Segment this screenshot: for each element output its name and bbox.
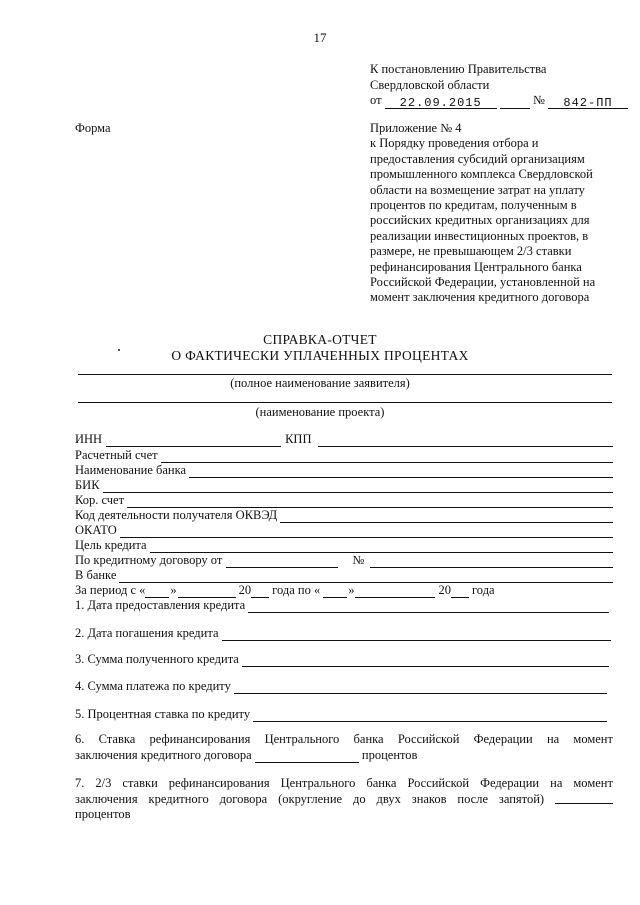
okved-label: Код деятельности получателя ОКВЭД [75, 508, 278, 522]
item-6 [75, 732, 613, 763]
appendix-line: к Порядку проведения отбора и [370, 136, 539, 151]
item-6-line-2 [75, 748, 613, 764]
period-row [75, 583, 498, 598]
item-6-word: банка [353, 732, 384, 746]
item-7-word: на [550, 776, 563, 790]
item-6-line-1 [75, 732, 613, 748]
item-6-word: Федерации [473, 732, 533, 746]
item-7-word: Федерации [480, 776, 540, 790]
bik-row [75, 478, 613, 493]
account-label: Расчетный счет [75, 448, 158, 462]
account-field[interactable] [161, 451, 613, 463]
appendix-line: области на возмещение затрат на уплату [370, 182, 585, 197]
document-subtitle: О ФАКТИЧЕСКИ УПЛАЧЕННЫХ ПРОЦЕНТАХ [171, 348, 469, 363]
account-row [75, 448, 613, 463]
item-6-word: Российской [397, 732, 460, 746]
period-to-year-field[interactable] [451, 586, 469, 598]
appendix-line: рефинансирования Центрального банка [370, 259, 582, 274]
decree-date-line [370, 93, 625, 109]
form-label: Форма [75, 121, 111, 135]
item-7-word: момент [573, 776, 613, 790]
applicant-caption: (полное наименование заявителя) [230, 376, 410, 390]
item-7-line-1 [75, 776, 613, 792]
item-7-word: запятой) [498, 791, 545, 806]
item-7-word: банка [366, 776, 397, 790]
bank-name-field[interactable] [189, 466, 613, 478]
contract-row [75, 553, 613, 568]
item-4-field[interactable] [234, 682, 607, 694]
corr-account-field[interactable] [127, 496, 613, 508]
item-5-label: 5. Процентная ставка по кредиту [75, 707, 251, 721]
bank-name-label: Наименование банка [75, 463, 187, 477]
item-6-word: 6. [75, 732, 85, 746]
item-6-rate-field[interactable] [255, 751, 359, 763]
okved-field[interactable] [280, 511, 613, 523]
inn-field[interactable] [106, 435, 281, 447]
contract-date-label: По кредитному договору от [75, 553, 223, 567]
okved-row [75, 508, 613, 523]
item-1-row [75, 598, 609, 613]
item-7-word: 7. [75, 776, 85, 790]
item-7-word: после [457, 791, 488, 806]
item-2-row [75, 626, 611, 641]
inn-label: ИНН [75, 432, 103, 446]
appendix-line: момент заключения кредитного договора [370, 290, 590, 305]
item-7-word: кредитного [148, 791, 209, 806]
contract-number-label: № [352, 553, 365, 567]
contract-number-field[interactable] [370, 556, 613, 568]
bik-field[interactable] [103, 481, 613, 493]
item-3-field[interactable] [242, 655, 609, 667]
project-caption: (наименование проекта) [255, 405, 385, 419]
item-7-word: заключения [75, 791, 138, 806]
item-7-word: договора [219, 791, 268, 806]
in-bank-label: В банке [75, 568, 117, 582]
item-7-word: до [353, 791, 366, 806]
item-4-row [75, 679, 607, 694]
date-prefix: от [370, 93, 382, 107]
item-1-field[interactable] [248, 601, 609, 613]
period-to-quote: » [348, 583, 355, 597]
inn-kpp-row [75, 432, 613, 447]
period-from-year-field[interactable] [251, 586, 269, 598]
item-2-field[interactable] [222, 629, 612, 641]
item-6-unit: процентов [361, 747, 418, 762]
item-7-word: двух [376, 791, 401, 806]
item-4-label: 4. Сумма платежа по кредиту [75, 679, 231, 693]
period-from-year-prefix: 20 [238, 583, 252, 597]
appendix-line: промышленного комплекса Свердловской [370, 167, 593, 182]
period-to-label: года по « [272, 583, 321, 597]
okato-row [75, 523, 613, 538]
appendix-line: предоставления субсидий организациям [370, 151, 585, 166]
item-6-word: на [546, 732, 560, 746]
purpose-field[interactable] [150, 541, 613, 553]
document-title: СПРАВКА-ОТЧЕТ [263, 332, 377, 347]
item-6-word: рефинансирования [149, 732, 251, 746]
appendix-line: размере, не превышающем 2/3 ставки [370, 244, 572, 259]
period-year-suffix: года [471, 583, 495, 597]
appendix-line: российских кредитных организациях для [370, 213, 590, 228]
appendix-line: Российской Федерации, установленной на [370, 275, 596, 290]
applicant-name-line[interactable] [78, 374, 612, 375]
contract-date-field[interactable] [226, 556, 338, 568]
purpose-row [75, 538, 613, 553]
appendix-block [370, 121, 625, 306]
item-7 [75, 776, 613, 823]
period-from-label: За период с « [75, 583, 146, 597]
appendix-line: Приложение № 4 [370, 121, 462, 135]
appendix-line: процентов по кредитам, полученным в [370, 198, 577, 213]
bik-label: БИК [75, 478, 100, 492]
item-7-word: знаков [411, 791, 447, 806]
item-7-word: (округление [278, 791, 343, 806]
item-6-text: заключения кредитного договора [75, 747, 252, 762]
item-3-row [75, 652, 609, 667]
number-prefix: № [532, 93, 545, 107]
item-7-word: ставки [122, 776, 158, 790]
item-6-word: момент [573, 732, 613, 746]
okato-field[interactable] [120, 526, 613, 538]
item-7-rate-field[interactable] [555, 792, 613, 804]
project-name-line[interactable] [78, 402, 612, 403]
kpp-field[interactable] [318, 435, 614, 447]
purpose-label: Цель кредита [75, 538, 147, 552]
period-to-month-field[interactable] [355, 586, 435, 598]
item-5-row [75, 707, 607, 722]
item-7-word: 2/3 [95, 776, 112, 790]
period-from-month-field[interactable] [178, 586, 236, 598]
in-bank-row [75, 568, 613, 583]
decree-number: 842-ПП [563, 95, 613, 110]
item-1-label: 1. Дата предоставления кредита [75, 598, 246, 612]
bank-name-row [75, 463, 613, 478]
item-3-label: 3. Сумма полученного кредита [75, 652, 239, 666]
item-7-line-3: процентов [75, 807, 131, 821]
item-6-word: Ставка [98, 732, 136, 746]
corr-account-row [75, 493, 613, 508]
page-number: 17 [313, 30, 327, 45]
okato-label: ОКАТО [75, 523, 117, 537]
decree-reference [370, 62, 625, 109]
period-from-quote: » [170, 583, 177, 597]
item-2-label: 2. Дата погашения кредита [75, 626, 219, 640]
item-7-word: рефинансирования [168, 776, 270, 790]
item-5-field[interactable] [253, 710, 607, 722]
in-bank-field[interactable] [119, 571, 613, 583]
period-from-day-field[interactable] [145, 586, 169, 598]
decree-date: 22.09.2015 [399, 95, 482, 110]
corr-account-label: Кор. счет [75, 493, 125, 507]
item-6-word: Центрального [264, 732, 340, 746]
period-to-year-prefix: 20 [438, 583, 451, 597]
decree-line-1: К постановлению Правительства [370, 62, 547, 76]
item-7-word: Российской [407, 776, 470, 790]
period-to-day-field[interactable] [323, 586, 347, 598]
stray-dot [118, 349, 120, 351]
item-7-word: Центрального [280, 776, 356, 790]
item-7-line-2 [75, 792, 613, 808]
decree-line-2: Свердловской области [370, 77, 490, 92]
kpp-label: КПП [285, 432, 312, 446]
appendix-line: реализации инвестиционных проектов, в [370, 228, 589, 243]
